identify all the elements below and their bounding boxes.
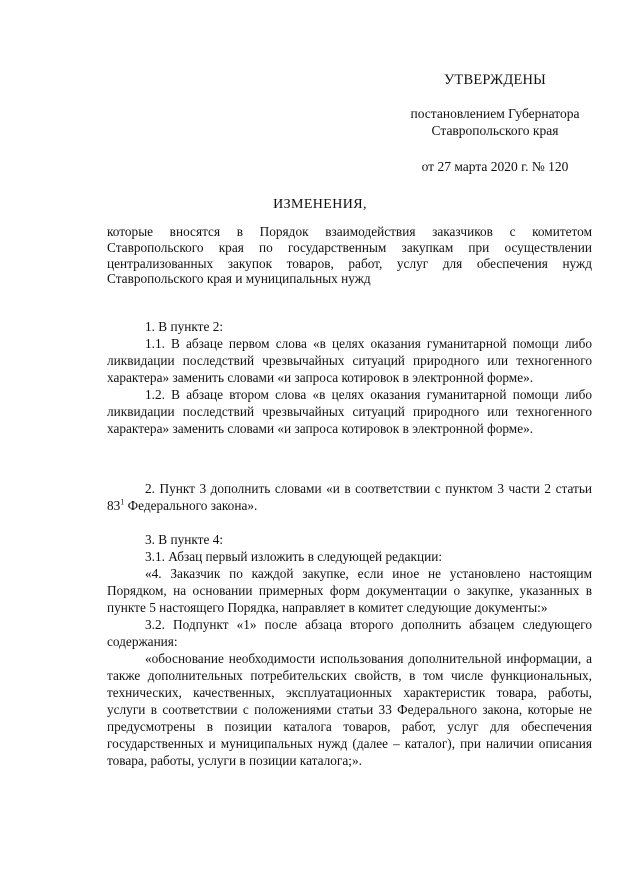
section-1-heading: 1. В пункте 2: <box>145 319 224 334</box>
decree-line-2: Ставропольского края <box>431 123 559 138</box>
document-title: ИЗМЕНЕНИЯ, <box>273 197 367 212</box>
section-3-2: 3.2. Подпункт «1» после абзаца второго дополнить абзацем следующего содержания: <box>107 617 592 649</box>
approval-block <box>380 72 610 175</box>
approved-heading: УТВЕРЖДЕНЫ <box>443 72 547 88</box>
section-1 <box>107 318 592 437</box>
section-3-heading: 3. В пункте 4: <box>145 532 224 547</box>
section-3 <box>107 531 592 769</box>
decree-date: от 27 марта 2020 г. № 120 <box>421 159 569 174</box>
section-2 <box>107 480 592 514</box>
section-2-superscript: 1 <box>120 497 125 507</box>
section-1-2: 1.2. В абзаце втором слова «в целях оказания гуманитарной помощи либо ликвидации последствий чрезвычайных ситуаций природного или техногенного характера» заменить словами «и запроса котировок в электронной форме». <box>107 387 592 436</box>
section-3-2-quote: «обоснование необходимости использования дополнительной информации, а также дополнительных потребительских свойств, в том числе функциональных, технических, качественных, эксплуатационных характеристик товара, работы, услуги в соответствии с положениями статьи 33 Федерального закона, которые не предусмотрены в позиции каталога товаров, работ, услуг для обеспечения государственных и муниципальных нужд (далее – каталог), при наличии описания товара, работы, услуги в позиции каталога;». <box>107 651 592 768</box>
section-1-1: 1.1. В абзаце первом слова «в целях оказания гуманитарной помощи либо ликвидации последствий чрезвычайных ситуаций природного или техногенного характера» заменить словами «и запроса котировок в электронной форме». <box>107 336 592 385</box>
decree-line-1: постановлением Губернатора <box>410 106 580 121</box>
section-2-text <box>107 480 592 514</box>
section-3-1-quote: «4. Заказчик по каждой закупке, если иное не установлено настоящим Порядком, на основании примерных форм документации о закупке, указанных в пункте 5 настоящего Порядка, направляет в комитет следующие документы:» <box>107 566 592 615</box>
section-2-tail: Федерального закона». <box>124 498 258 513</box>
document-subtitle: которые вносятся в Порядок взаимодействия заказчиков с комитетом Ставропольского края по государственным закупкам при осуществлении централизованных закупок товаров, работ, услуг для обеспечения нужд Ставропольского края и муниципальных нужд <box>107 224 592 287</box>
section-2-main: 2. Пункт 3 дополнить словами «и в соответствии с пунктом 3 части 2 статьи 83 <box>107 481 592 513</box>
section-3-1: 3.1. Абзац первый изложить в следующей редакции: <box>145 549 443 564</box>
